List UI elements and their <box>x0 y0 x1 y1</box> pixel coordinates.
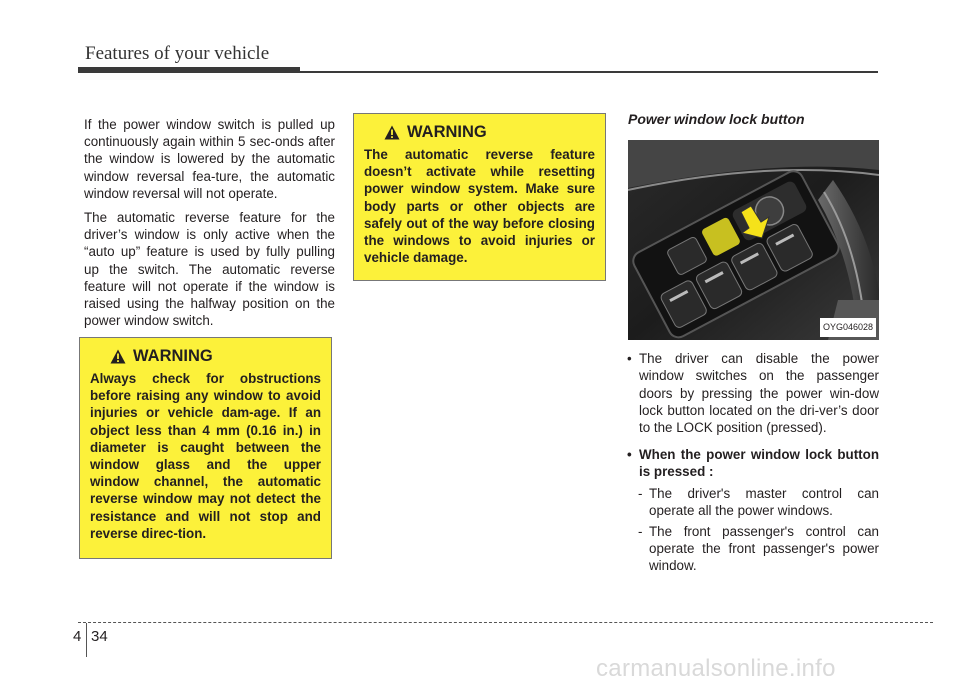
watermark: carmanualsonline.info <box>596 655 836 682</box>
warning-box-obstruction <box>79 337 332 559</box>
footer-rule <box>78 622 933 623</box>
bullet-dot: • <box>627 447 632 463</box>
warning-text: Always check for obstructions before raising any window to avoid injuries or vehicle dam-age. If an object less than 4 mm (0.16 in.) in diameter is caught between the window glass and the upper window channel, the automatic reverse window may not detect the resistance and will not stop and reverse direc-tion. <box>90 371 321 541</box>
warning-triangle-icon <box>384 125 400 140</box>
sub-item <box>625 485 879 519</box>
chapter-number: 4 <box>73 628 82 645</box>
warning-title: WARNING <box>407 123 487 141</box>
bullet-text: The driver can disable the power window switches on the passenger doors by pressing the power win-dow lock button located on the dri-ver’s door to the LOCK position (pressed). <box>639 351 879 436</box>
sub-item <box>625 523 879 575</box>
door-panel-illustration <box>628 140 879 340</box>
bullet-text: When the power window lock button is pressed : <box>639 447 879 480</box>
header-rule <box>300 71 878 73</box>
dash-marker: - <box>638 524 643 540</box>
dash-marker: - <box>638 485 643 501</box>
section-title: Power window lock button <box>628 111 805 127</box>
page-number: 34 <box>91 628 108 645</box>
photo-code: OYG046028 <box>820 318 876 337</box>
bullet-dot: • <box>627 351 632 367</box>
paragraph-1: If the power window switch is pulled up continuously again within 5 sec-onds after the window is lowered by the automatic window reversal fea-ture, the automatic window reversal will not operate. <box>84 117 335 201</box>
warning-triangle-icon <box>110 349 126 364</box>
footer-divider <box>86 623 87 657</box>
warning-text: The automatic reverse feature doesn’t activate while resetting power window system. Make sure body parts or other objects are safely out of the way before closing the windows to avoid injuries or vehicle damage. <box>364 147 595 266</box>
warning-box-reset <box>353 113 606 281</box>
paragraph-2: The automatic reverse feature for the driver’s window is only active when the “auto up” feature is used by fully pulling up the switch. The automatic reverse feature will not operate if the window is raised using the halfway position on the power window switch. <box>84 210 335 329</box>
left-column <box>84 116 335 336</box>
right-column <box>625 111 879 575</box>
bullet-item <box>625 446 879 480</box>
sub-text: The front passenger's control can operate the front passenger's power window. <box>649 524 879 574</box>
sub-text: The driver's master control can operate all the power windows. <box>649 485 879 518</box>
header-bar <box>78 67 300 73</box>
warning-title: WARNING <box>133 347 213 365</box>
door-switch-photo <box>628 140 879 340</box>
bullet-item <box>625 350 879 436</box>
page-header-title: Features of your vehicle <box>85 43 270 64</box>
